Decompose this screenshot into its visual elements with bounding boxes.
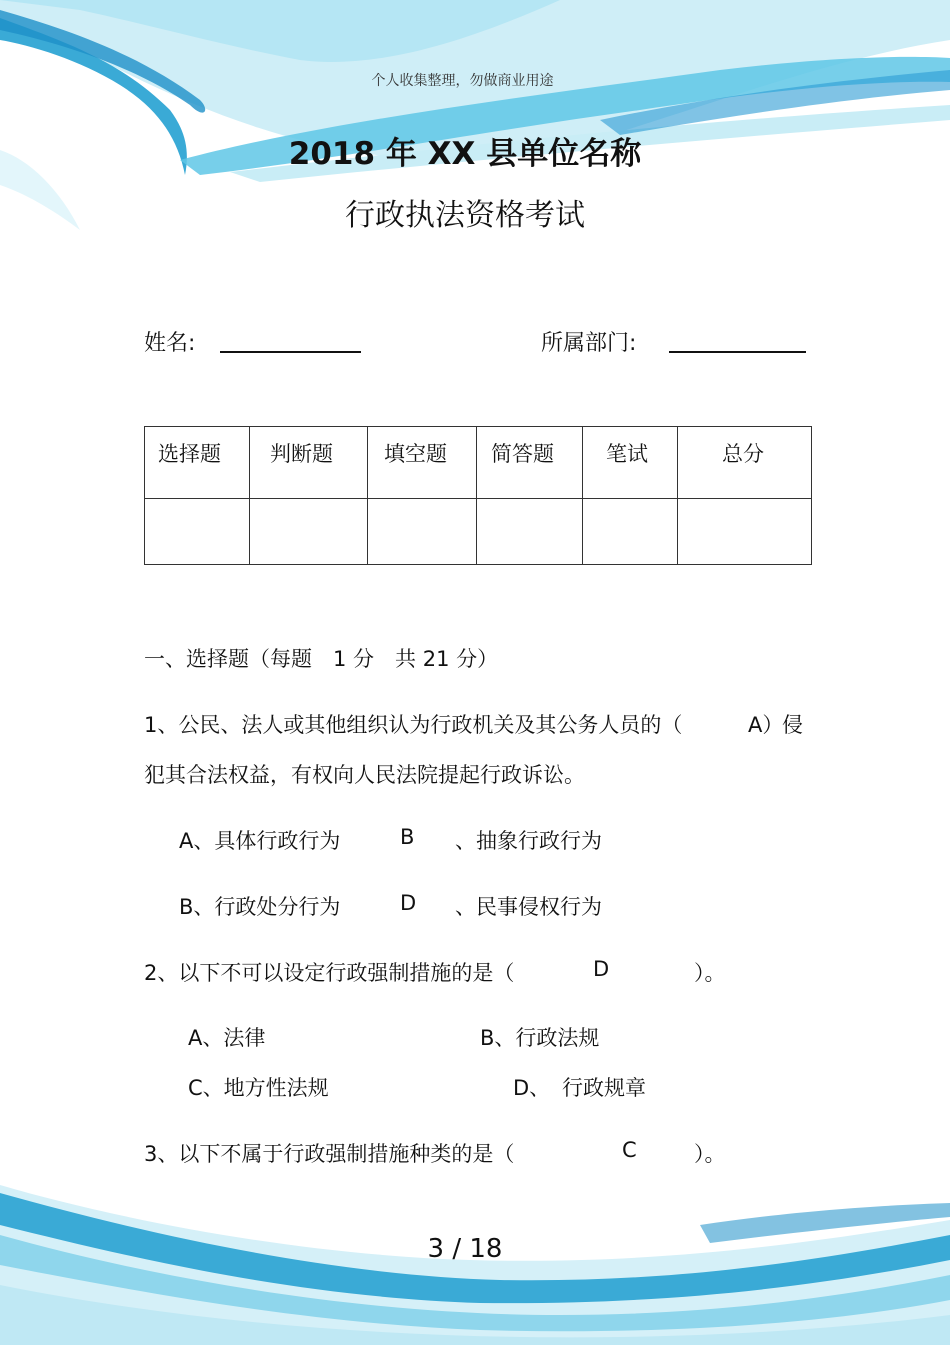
q2-option-c: C、地方性法规: [188, 1076, 329, 1100]
department-blank-line[interactable]: [669, 351, 806, 353]
q1-option-d-letter: D: [400, 891, 417, 915]
score-header-choice: 选择题: [145, 427, 250, 499]
q2-option-b: B、行政法规: [480, 1026, 600, 1050]
score-header-total: 总分: [678, 427, 812, 499]
q2-answer: D: [593, 957, 610, 981]
score-cell-choice[interactable]: [145, 499, 250, 565]
q2-close: ）。: [694, 961, 726, 985]
q1-text-line1: 1、公民、法人或其他组织认为行政机关及其公务人员的（: [144, 713, 683, 737]
score-header-short-answer: 简答题: [477, 427, 583, 499]
q3-answer: C: [622, 1138, 637, 1162]
score-header-fill-blank: 填空题: [368, 427, 477, 499]
q2-option-d-text: 行政规章: [562, 1076, 646, 1100]
score-table: [144, 426, 812, 565]
score-table-header-row: [145, 427, 812, 499]
page-number: 3 / 18: [427, 1234, 503, 1264]
watermark-text: 个人收集整理，勿做商业用途: [371, 73, 554, 89]
q2-text: 2、以下不可以设定行政强制措施的是（: [144, 961, 515, 985]
name-label: 姓名:: [144, 331, 196, 356]
q1-option-d-text: 、民事侵权行为: [455, 895, 602, 919]
exam-title-line1: 2018 年 XX 县单位名称: [288, 136, 642, 172]
q2-option-a: A、法律: [188, 1026, 266, 1050]
q1-option-c: B、行政处分行为: [179, 895, 341, 919]
q2-option-d-letter: D、: [513, 1076, 551, 1100]
section-heading: 一、选择题（每题 1 分 共 21 分）: [144, 647, 499, 671]
q3-text: 3、以下不属于行政强制措施种类的是（: [144, 1142, 515, 1166]
score-cell-written[interactable]: [583, 499, 678, 565]
q1-option-b-text: 、抽象行政行为: [455, 829, 602, 853]
score-header-written: 笔试: [583, 427, 678, 499]
score-cell-short-answer[interactable]: [477, 499, 583, 565]
q1-answer: A）: [748, 713, 784, 737]
q1-option-b-letter: B: [400, 825, 415, 849]
q3-close: ）。: [694, 1142, 726, 1166]
score-cell-fill-blank[interactable]: [368, 499, 477, 565]
score-header-judgment: 判断题: [250, 427, 368, 499]
q1-option-a: A、具体行政行为: [179, 829, 341, 853]
score-cell-judgment[interactable]: [250, 499, 368, 565]
score-cell-total[interactable]: [678, 499, 812, 565]
q1-text-end1: 侵: [782, 713, 803, 737]
name-blank-line[interactable]: [220, 351, 361, 353]
exam-title-line2: 行政执法资格考试: [345, 198, 585, 233]
score-table-value-row: [145, 499, 812, 565]
department-label: 所属部门:: [541, 331, 637, 356]
q1-text-line2: 犯其合法权益，有权向人民法院提起行政诉讼。: [144, 763, 585, 787]
